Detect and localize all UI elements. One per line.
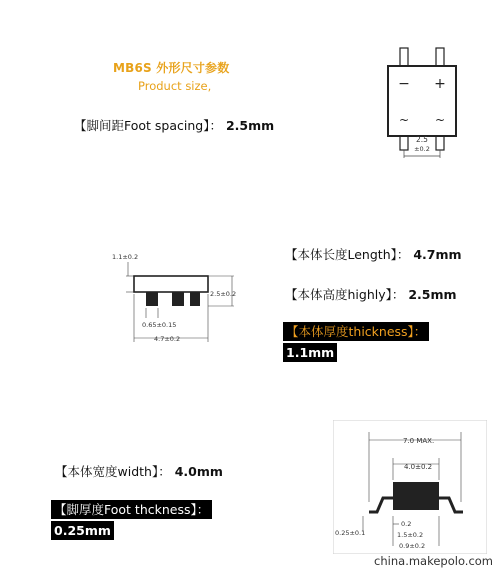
dim-side-top: 1.1±0.2 [112,253,139,261]
spec-thickness-value [283,343,337,362]
dim-side-height: 2.5±0.2 [210,290,237,298]
end-view-diagram [333,420,487,554]
lead-side-right [190,292,200,306]
dim-end-15: 1.5±0.2 [397,531,424,539]
footer-watermark: china.makepolo.com [374,554,493,568]
plus-symbol: + [434,76,446,92]
spec-length-label: 【本体长度Length】： [285,247,410,262]
spec-foot-thickness-value [51,521,114,540]
dim-side-length: 4.7±0.2 [154,335,181,343]
spec-length [285,245,462,263]
tilde-left-symbol: ~ [398,113,410,127]
dim-end-02: 0.2 [401,520,412,528]
spec-height-label: 【本体高度highly】： [285,287,405,302]
spec-foot-spacing-label: 【脚间距Foot spacing】： [74,118,222,133]
spec-length-value: 4.7mm [413,247,462,262]
spec-foot-spacing [74,116,274,134]
spec-width-label: 【本体宽度width】： [55,464,171,479]
spec-thickness-value-text: 1.1mm [286,345,335,360]
spec-thickness-label: 【本体厚度thickness】： [283,322,429,341]
spec-width [55,462,223,480]
top-view-diagram [378,38,468,164]
spec-height-value: 2.5mm [408,287,457,302]
dim-end-09: 0.9±0.2 [399,542,426,550]
dim-end-max: 7.0 MAX. [403,437,435,445]
lead-side-left [146,292,158,306]
spec-height [285,285,457,303]
page-title: MB6S 外形尺寸参数 [113,61,230,75]
spec-foot-spacing-value: 2.5mm [225,118,275,133]
dim-end-lead: 0.25±0.1 [335,529,366,537]
dim-top-pitch: 2.5 [416,135,428,144]
lead-side-mid [172,292,184,306]
spec-foot-thickness-value-text: 0.25mm [54,523,111,538]
spec-width-value: 4.0mm [174,464,223,479]
tilde-right-symbol: ~ [434,113,446,127]
dim-end-body: 4.0±0.2 [404,463,433,471]
package-body-side [134,276,208,292]
minus-symbol: − [398,76,410,92]
dim-side-pitch: 0.65±0.15 [142,321,177,329]
side-view-diagram [106,248,246,350]
spec-foot-thickness-label: 【脚厚度Foot thckness】： [51,500,212,519]
page-subtitle: Product size, [138,79,212,93]
package-body-end [393,482,439,510]
dim-top-pitch-tol: ±0.2 [414,145,430,153]
